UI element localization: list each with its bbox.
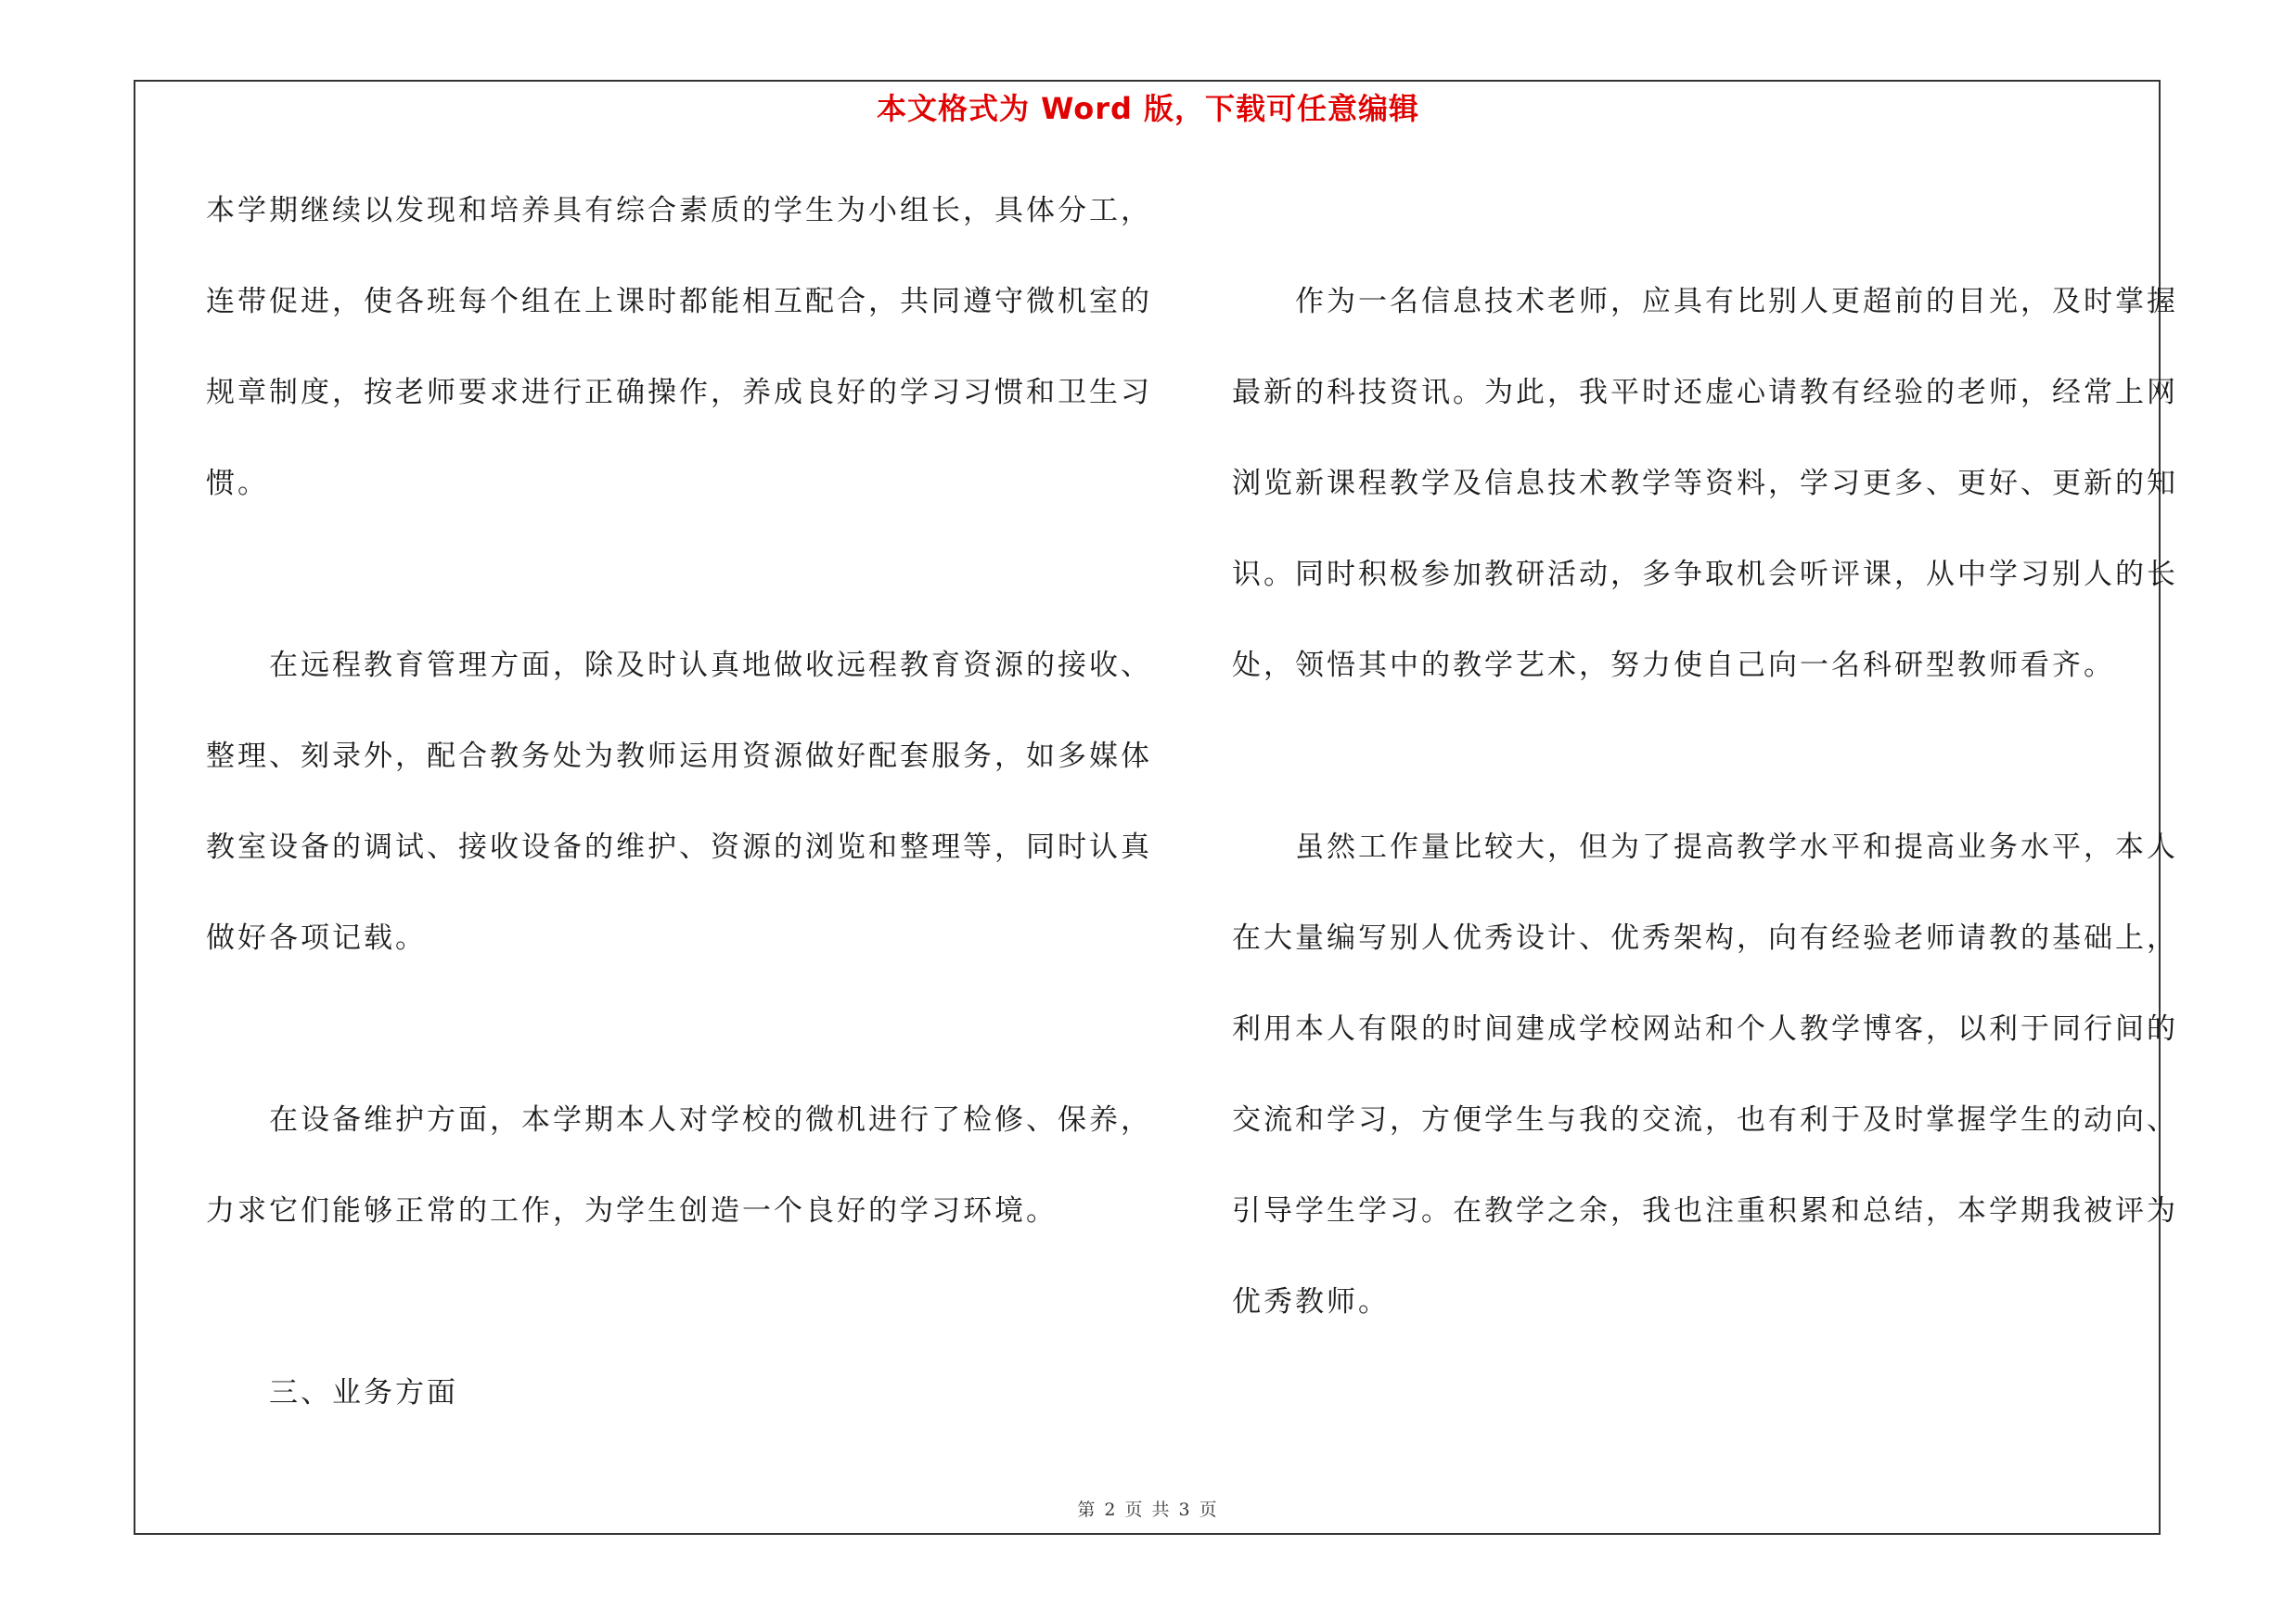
paragraph-line: 在远程教育管理方面，除及时认真地做收远程教育资源的接收、: [269, 649, 1152, 682]
paragraph-line: 整理、刻录外，配合教务处为教师运用资源做好配套服务，如多媒体: [206, 740, 1152, 773]
paragraph-line: 在大量编写别人优秀设计、优秀架构，向有经验老师请教的基础上，: [1232, 921, 2178, 955]
paragraph-line: 处，领悟其中的教学艺术，努力使自己向一名科研型教师看齐。: [1232, 649, 2115, 682]
paragraph-line: 识。同时积极参加教研活动，多争取机会听评课，从中学习别人的长: [1232, 558, 2178, 591]
paragraph-line: 优秀教师。: [1232, 1285, 1390, 1319]
paragraph-line: 连带促进，使各班每个组在上课时都能相互配合，共同遵守微机室的: [206, 285, 1152, 318]
paragraph-line: 利用本人有限的时间建成学校网站和个人教学博客，以利于同行间的: [1232, 1012, 2178, 1046]
paragraph-line: 最新的科技资讯。为此，我平时还虚心请教有经验的老师，经常上网: [1232, 376, 2178, 409]
paragraph-line: 教室设备的调试、接收设备的维护、资源的浏览和整理等，同时认真: [206, 831, 1152, 864]
format-notice-banner: 本文格式为 Word 版，下载可任意编辑: [876, 91, 1420, 126]
paragraph-line: 本学期继续以发现和培养具有综合素质的学生为小组长，具体分工，: [206, 194, 1152, 227]
paragraph-line: 引导学生学习。在教学之余，我也注重积累和总结，本学期我被评为: [1232, 1194, 2178, 1228]
paragraph-line: 虽然工作量比较大，但为了提高教学水平和提高业务水平，本人: [1295, 831, 2178, 864]
page-number-footer: 第 2 页 共 3 页: [1077, 1500, 1219, 1520]
paragraph-line: 在设备维护方面，本学期本人对学校的微机进行了检修、保养，: [269, 1103, 1152, 1137]
paragraph-line: 作为一名信息技术老师，应具有比别人更超前的目光，及时掌握: [1295, 285, 2178, 318]
paragraph-line: 力求它们能够正常的工作，为学生创造一个良好的学习环境。: [206, 1194, 1058, 1228]
paragraph-line: 浏览新课程教学及信息技术教学等资料，学习更多、更好、更新的知: [1232, 467, 2178, 500]
section-heading: 三、业务方面: [269, 1376, 458, 1410]
paragraph-line: 惯。: [206, 467, 269, 500]
paragraph-line: 交流和学习，方便学生与我的交流，也有利于及时掌握学生的动向、: [1232, 1103, 2178, 1137]
paragraph-line: 规章制度，按老师要求进行正确操作，养成良好的学习习惯和卫生习: [206, 376, 1152, 409]
paragraph-line: 做好各项记载。: [206, 921, 427, 955]
